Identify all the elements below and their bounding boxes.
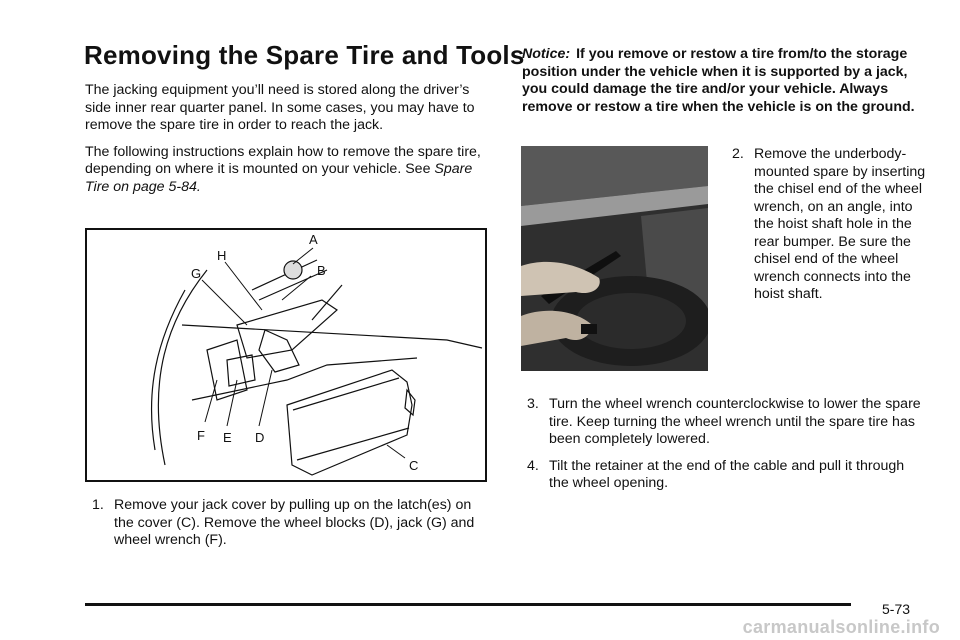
- photo-illustration: [521, 146, 708, 371]
- floor-edge-line: [192, 358, 417, 400]
- page-title: Removing the Spare Tire and Tools: [84, 40, 525, 70]
- leader-line-e: [227, 380, 237, 426]
- step-4: [527, 458, 927, 493]
- leader-line-c: [387, 445, 405, 458]
- jack-base-outline: [259, 330, 299, 372]
- leader-line-f: [205, 380, 217, 422]
- step-4-number: 4.: [527, 457, 539, 474]
- spare-tire-reference: Spare Tire on page 5-84.: [85, 161, 473, 195]
- intro-section: [85, 82, 495, 205]
- trim-edge-line: [182, 325, 482, 348]
- step-1-text: Remove your jack cover by pulling up on the latch(es) on the cover (C). Remove the wheel blocks (D), jack (G) and wheel wrench (F).: [114, 497, 475, 548]
- intro-paragraph-1: The jacking equipment you’ll need is stored along the driver’s side inner rear quarter panel. In some cases, you may have to remove the spare tire in order to reach the jack.: [85, 82, 475, 133]
- leader-line-h: [225, 262, 262, 310]
- label-d: D: [255, 430, 265, 445]
- wheel-block-outline: [207, 340, 247, 400]
- step-1-number: 1.: [92, 497, 104, 513]
- notice-text: If you remove or restow a tire from/to the storage position under the vehicle when it is supported by a jack, you could damage the tire and/or your vehicle. Always remove or restow a tire when the vehicle is on the ground.: [522, 46, 915, 115]
- quarter-panel-inner-arc: [152, 290, 185, 450]
- notice-section: [522, 46, 922, 116]
- page-number: 5-73: [882, 601, 911, 617]
- step-3-number: 3.: [527, 396, 539, 412]
- label-c: C: [409, 458, 419, 473]
- footer-rule: [85, 603, 851, 606]
- label-b: B: [317, 263, 326, 278]
- step-3: [527, 396, 927, 449]
- step-4-text: Tilt the retainer at the end of the cable and pull it through the wheel opening.: [549, 457, 905, 491]
- label-g: G: [191, 266, 202, 281]
- label-e: E: [223, 430, 232, 445]
- step-2-number: 2.: [732, 146, 744, 162]
- step-3-text: Turn the wheel wrench counterclockwise to lower the spare tire. Keep turning the wheel wrench until the spare tire has been completely lowered.: [549, 396, 921, 447]
- intro-paragraph-2: [85, 144, 495, 197]
- leader-line-d: [259, 370, 272, 426]
- label-f: F: [197, 428, 205, 443]
- label-a: A: [309, 232, 318, 247]
- notice-paragraph: [522, 46, 922, 116]
- leader-a-extension: [312, 285, 342, 320]
- step-2: [732, 146, 927, 304]
- latch-outline: [405, 390, 415, 415]
- jack-cover-outline: [287, 370, 412, 475]
- steps-right-section: [527, 396, 927, 502]
- leader-line-a: [293, 248, 313, 264]
- notice-label: Notice:: [522, 46, 571, 62]
- jack-storage-figure: [85, 228, 487, 482]
- jack-storage-illustration: [87, 230, 485, 480]
- step-2-text: Remove the underbody-mounted spare by inserting the chisel end of the wheel wrench, on an angle, into the hoist shaft hole in the rear bumper. Be sure the chisel end of the wheel wrench connects into the hoist shaft.: [754, 146, 926, 302]
- label-h: H: [217, 248, 227, 263]
- leader-line-g: [202, 280, 247, 325]
- jack-cover-edge: [293, 378, 409, 460]
- wrench-bumper-photo: [521, 146, 708, 371]
- step-1: [92, 497, 492, 550]
- watermark: carmanualsonline.info: [742, 617, 940, 637]
- intro-paragraph-2-text: The following instructions explain how to remove the spare tire, depending on where it is mounted on your vehicle. See: [85, 143, 481, 177]
- steps-left-section: [92, 497, 492, 550]
